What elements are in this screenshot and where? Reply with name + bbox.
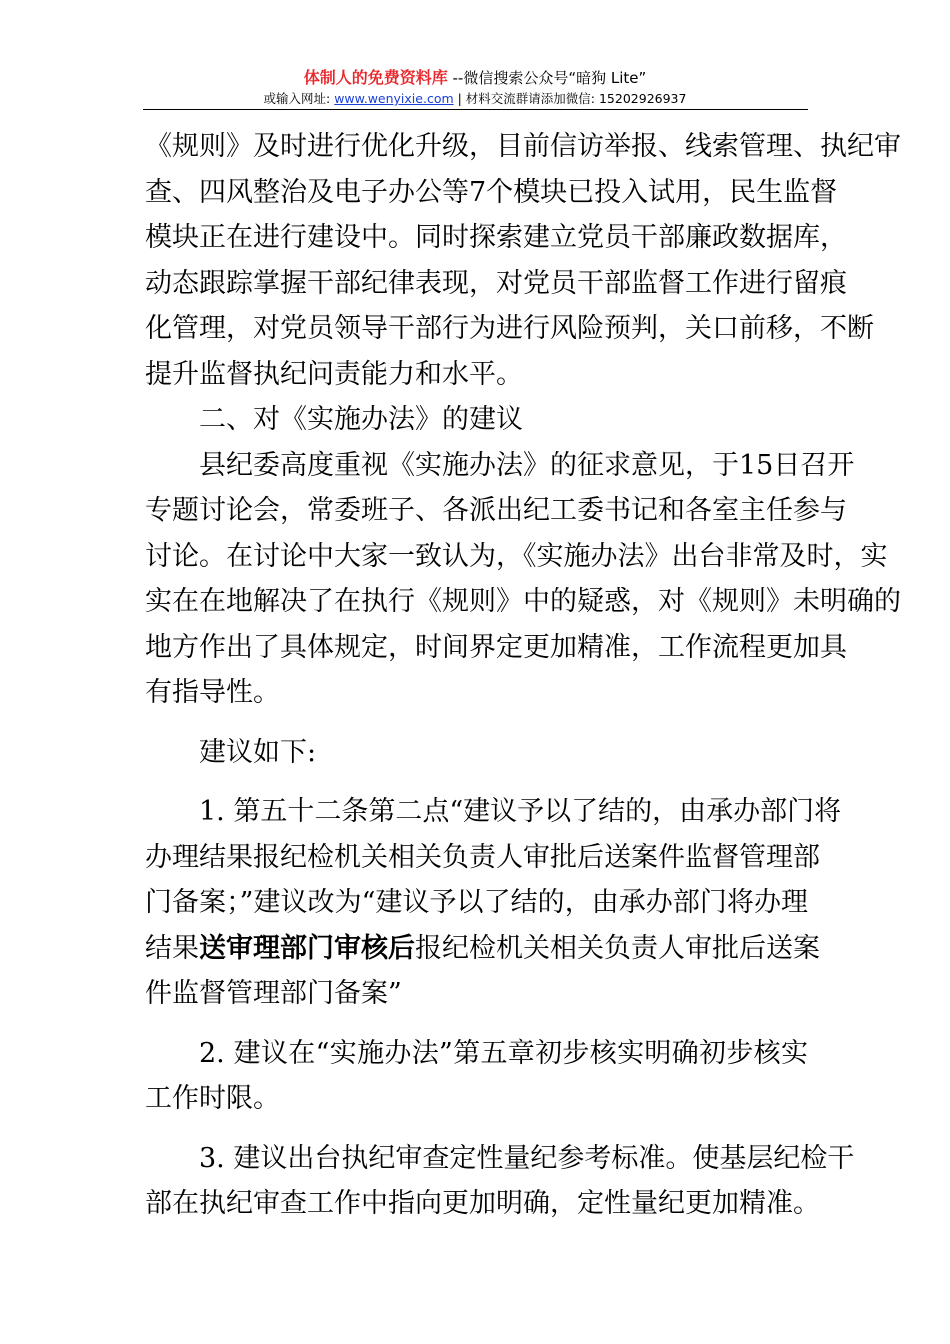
suggestion-item-1-line: 门备案；”建议改为“建议予以了结的，由承办部门将办理 (145, 887, 808, 918)
spacer (145, 775, 808, 789)
section-heading: 二、对《实施办法》的建议 (199, 404, 523, 435)
paragraph-line: 模块正在进行建设中。同时探索建立党员干部廉政数据库， (145, 222, 847, 253)
header-line-2 (0, 90, 950, 108)
paragraph-line: 实在在地解决了在执行《规则》中的疑惑，对《规则》未明确的 (145, 586, 901, 617)
header-url-link[interactable]: www.wenyixie.com (334, 91, 454, 106)
header-title: 体制人的免费资料库 (303, 68, 448, 87)
paragraph-line: 《规则》及时进行优化升级，目前信访举报、线索管理、执纪审 (145, 131, 901, 162)
bold-emphasis: 送审理部门审核后 (199, 932, 415, 964)
paragraph-line: 有指导性。 (145, 677, 280, 708)
text-run: 结果 (145, 932, 199, 964)
paragraph-line: 化管理，对党员领导干部行为进行风险预判，关口前移，不断 (145, 313, 874, 344)
paragraph-line: 查、四风整治及电子办公等7个模块已投入试用，民生监督 (145, 176, 838, 208)
paragraph-line: 地方作出了具体规定，时间界定更加精准，工作流程更加具 (145, 631, 847, 663)
header-divider (143, 109, 808, 110)
paragraph-line: 动态跟踪掌握干部纪律表现，对党员干部监督工作进行留痕 (145, 267, 847, 299)
page-header (0, 68, 950, 108)
spacer (145, 1017, 808, 1031)
paragraph-line: 提升监督执纪问责能力和水平。 (145, 358, 523, 390)
suggestion-item-2-line: 工作时限。 (145, 1083, 280, 1114)
suggestion-item-1-line: 1. 第五十二条第二点“建议予以了结的，由承办部门将 (199, 796, 842, 827)
paragraph-line: 专题讨论会，常委班子、各派出纪工委书记和各室主任参与 (145, 495, 847, 526)
header-contact: | 材料交流群请添加微信: 15202926937 (453, 91, 687, 106)
suggestion-item-2-line: 2. 建议在“实施办法”第五章初步核实明确初步核实 (199, 1037, 808, 1069)
suggestion-item-1-line (145, 926, 820, 972)
document-body (145, 124, 901, 1227)
suggestion-item-1-line: 办理结果报纪检机关相关负责人审批后送案件监督管理部 (145, 841, 820, 873)
spacer (145, 716, 808, 730)
suggestion-item-3-line: 3. 建议出台执纪审查定性量纪参考标准。使基层纪检干 (199, 1142, 855, 1174)
text-run: 报纪检机关相关负责人审批后送案 (415, 932, 820, 964)
paragraph-line: 县纪委高度重视《实施办法》的征求意见，于15日召开 (199, 449, 855, 481)
suggestion-item-1-line: 件监督管理部门备案” (145, 978, 402, 1009)
header-subtitle: --微信搜索公众号“暗狗 Lite” (447, 69, 647, 87)
suggestion-intro: 建议如下: (199, 736, 317, 768)
header-line-1 (0, 68, 950, 88)
paragraph-line: 讨论。在讨论中大家一致认为，《实施办法》出台非常及时，实 (145, 540, 888, 572)
suggestion-item-3-line: 部在执纪审查工作中指向更加明确，定性量纪更加精准。 (145, 1188, 820, 1219)
header-url-prefix: 或输入网址: (263, 91, 335, 106)
spacer (145, 1122, 808, 1136)
